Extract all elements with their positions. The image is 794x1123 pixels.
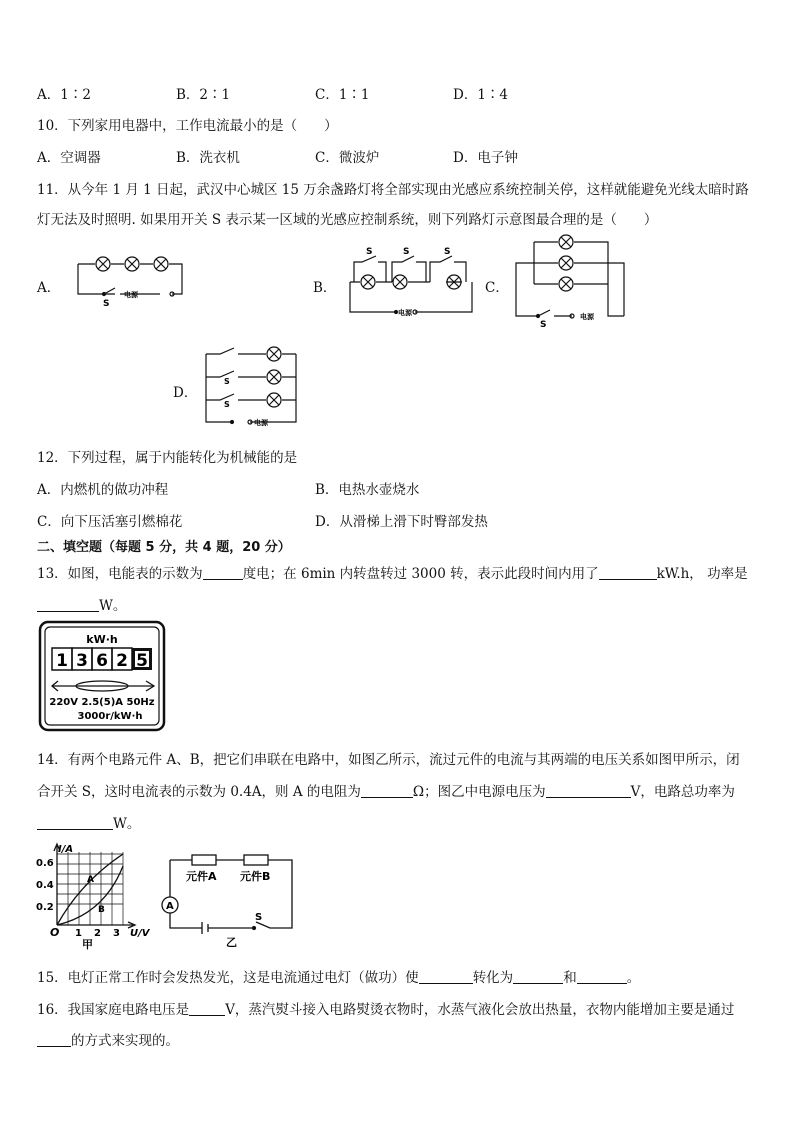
meter-spec-2: 3000r/kW·h (77, 711, 143, 722)
meter-unit: kW·h (86, 633, 118, 646)
q11-diagram-b (340, 240, 480, 320)
q11-b-switch-1: S (366, 247, 373, 257)
q14-line2b: Ω；图乙中电源电压为 (412, 784, 546, 800)
q12-stem: 12．下列过程，属于内能转化为机械能的是 (37, 450, 298, 466)
q9-option-a: A．1∶2 (37, 87, 91, 103)
circuit-switch-label: S (255, 912, 263, 923)
q11-diagram-a (70, 250, 190, 310)
q13-blank-1[interactable] (203, 565, 243, 580)
q12-option-d: D．从滑梯上滑下时臀部发热 (315, 514, 488, 530)
q12-option-a: A．内燃机的做功冲程 (37, 482, 169, 498)
q14-line1: 14．有两个电路元件 A、B，把它们串联在电路中，如图乙所示，流过元件的电流与其两端的电压关系如图甲所示，闭 (37, 752, 740, 768)
q14-line3 (37, 812, 140, 832)
q16-p1: 16．我国家庭电路电压是 (37, 1002, 190, 1018)
q11-label-c: C． (485, 280, 509, 296)
q9-option-d: D．1∶4 (453, 87, 509, 103)
q15-p4: 。 (626, 970, 641, 986)
q14-line3-text: W。 (113, 816, 141, 832)
graph-y-label: I/A (58, 844, 74, 855)
ammeter-label: A (166, 901, 174, 912)
q11-label-b: B． (313, 280, 337, 296)
q11-d-switch-3: S (224, 400, 230, 409)
section-title: 二、填空题（每题 5 分，共 4 题，20 分） (37, 540, 291, 555)
q16-blank-2[interactable] (37, 1032, 71, 1047)
q11-stem-line2: 灯无法及时照明. 如果用开关 S 表示某一区域的光感应控制系统，则下列路灯示意图最合理的是（ ） (37, 212, 658, 228)
meter-dial-arrow (52, 681, 154, 691)
meter-digit-2: 3 (76, 651, 88, 671)
graph-x-tick-2: 2 (94, 928, 101, 939)
q11-a-source-text: 电源 (124, 291, 138, 299)
q10-stem: 10．下列家用电器中，工作电流最小的是（ ） (37, 118, 338, 134)
q16-p3: 的方式来实现的。 (71, 1033, 179, 1049)
graph-caption: 甲 (82, 938, 93, 951)
q14-line2a: 合开关 S，这时电流表的示数为 0.4A，则 A 的电阻为 (37, 784, 361, 800)
q16-blank-1[interactable] (189, 1001, 225, 1016)
q11-c-source-text: 电源 (580, 313, 594, 321)
q15-blank-2[interactable] (513, 969, 563, 984)
q11-b-source-text: 电源 (398, 309, 412, 317)
q9-option-b: B．2∶1 (176, 87, 231, 103)
graph-origin: O (50, 926, 60, 939)
q15-blank-1[interactable] (419, 969, 473, 984)
q11-b-switch-2: S (403, 247, 410, 257)
q11-stem-line1: 11．从今年 1 月 1 日起，武汉中心城区 15 万余盏路灯将全部实现由光感应系统控制关停，这样就能避免光线太暗时路 (37, 182, 749, 198)
electric-meter-figure (38, 620, 166, 732)
q13-blank-3[interactable] (37, 597, 99, 612)
q11-diagram-c (510, 232, 635, 327)
q12-option-b: B．电热水壶烧水 (315, 482, 420, 498)
graph-y-tick-04: 0.4 (36, 880, 54, 891)
graph-y-tick-06: 0.6 (36, 858, 54, 869)
graph-x-tick-3: 3 (113, 928, 120, 939)
q10-option-a: A．空调器 (37, 150, 101, 166)
q15-blank-3[interactable] (577, 969, 627, 984)
q16-line2 (37, 1029, 179, 1049)
q12-option-c: C．向下压活塞引燃棉花 (37, 514, 183, 530)
q15-p2: 转化为 (472, 970, 514, 986)
q16-p2: V，蒸汽熨斗接入电路熨烫衣物时，水蒸气液化会放出热量，衣物内能增加主要是通过 (225, 1002, 735, 1018)
graph-x-tick-1: 1 (75, 928, 82, 939)
q10-option-c: C．微波炉 (315, 150, 380, 166)
meter-digit-1: 1 (56, 651, 68, 671)
graph-x-label: U/V (130, 928, 150, 939)
q13-blank-2[interactable] (599, 565, 657, 580)
circuit-caption: 乙 (226, 936, 237, 949)
graph-y-tick-02: 0.2 (36, 902, 54, 913)
q11-b-switch-3: S (444, 247, 451, 257)
q13-part3: kW.h， 功率是 (656, 566, 748, 582)
q11-label-d: D． (173, 385, 198, 401)
q14-blank-2[interactable] (546, 783, 631, 798)
q14-blank-3[interactable] (37, 815, 113, 830)
q9-option-c: C．1∶1 (315, 87, 370, 103)
element-a-label: 元件A (186, 870, 217, 883)
q11-a-switch-text: S (103, 299, 110, 309)
meter-digit-4: 2 (116, 651, 128, 671)
q16-line1 (37, 998, 734, 1018)
q14-blank-1[interactable] (361, 783, 413, 798)
iu-graph-jia (36, 842, 154, 952)
meter-spec-1: 220V 2.5(5)A 50Hz (49, 697, 155, 708)
q11-diagram-d (200, 340, 310, 430)
q11-label-a: A． (37, 280, 61, 296)
curve-a-label: A (87, 875, 94, 885)
q10-option-b: B．洗衣机 (176, 150, 240, 166)
q14-line2 (37, 780, 735, 800)
q11-d-source-text: 电源 (254, 419, 268, 427)
q10-option-d: D．电子钟 (453, 150, 518, 166)
q15-p1: 15．电灯正常工作时会发热发光，这是电流通过电灯（做功）使 (37, 970, 419, 986)
element-b-label: 元件B (240, 870, 271, 883)
q11-d-switch-2: S (224, 377, 230, 386)
q13-part1: 13．如图，电能表的示数为 (37, 566, 203, 582)
circuit-yi (160, 850, 300, 950)
meter-digit-3: 6 (96, 651, 108, 671)
q15-line (37, 966, 640, 986)
meter-digit-5: 5 (136, 651, 148, 671)
q15-p3: 和 (563, 970, 577, 986)
curve-b-label: B (98, 905, 105, 915)
q13-line2 (37, 594, 126, 614)
q14-line2c: V，电路总功率为 (630, 784, 735, 800)
q13-part2: 度电；在 6min 内转盘转过 3000 转，表示此段时间内用了 (242, 566, 599, 582)
q13-part4: W。 (99, 598, 127, 614)
q11-c-switch-text: S (540, 320, 547, 327)
q13-line1 (37, 562, 748, 582)
